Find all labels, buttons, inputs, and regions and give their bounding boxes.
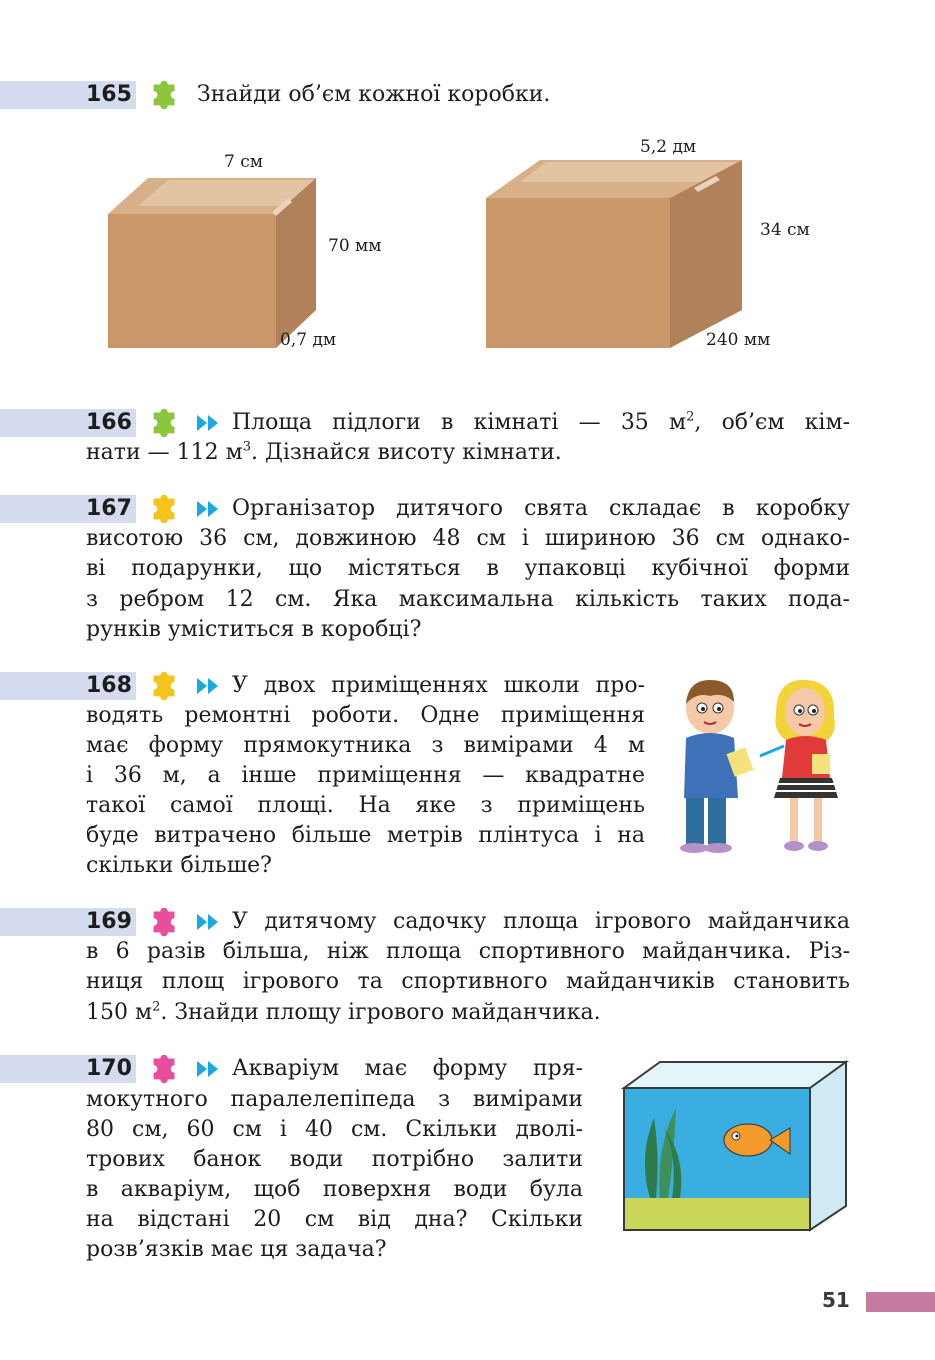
page-number-bar [866, 1292, 935, 1312]
problem-168-line-5: такої самої площі. На яке з приміщень [86, 793, 645, 818]
problem-170-line-2: мокутного паралелепіпеда з вимірами [86, 1087, 583, 1112]
puzzle-piece-icon [146, 489, 184, 527]
puzzle-piece-icon [146, 75, 184, 113]
problem-169-line-4: 150 $м^2$. Знайди площу ігрового майданчика. [86, 999, 601, 1025]
box2-top-label: 5,2 дм [640, 137, 697, 157]
problem-170-line-1: Акваріум має форму пря- [232, 1056, 583, 1081]
box1-right-label: 70 мм [328, 236, 382, 256]
problem-167-line-1: Організатор дитячого свята складає в коробку [232, 496, 850, 521]
problem-170-line-5: в акваріум, щоб поверхня води була [86, 1177, 583, 1202]
aquarium-illustration [620, 1058, 850, 1234]
problem-165-text: Знайди об’єм кожної коробки. [197, 82, 551, 107]
problem-168-line-2: водять ремонтні роботи. Одне приміщення [86, 703, 645, 728]
cardboard-box-small [108, 176, 318, 350]
problem-167-line-3: ві подарунки, що містяться в упаковці кубічної форми [86, 556, 850, 581]
double-arrow-icon [195, 675, 223, 697]
problem-168-line-6: буде витрачено більше метрів плінтуса і на [86, 823, 645, 848]
double-arrow-icon [195, 911, 223, 933]
problem-number-167: 167 [86, 496, 132, 521]
problem-169-line-1: У дитячому садочку площа ігрового майданчика [232, 909, 850, 934]
problem-168-line-1: У двох приміщеннях школи про- [232, 673, 645, 698]
problem-number-166: 166 [86, 410, 132, 435]
problem-168-line-3: має форму прямокутника з вимірами 4 м [86, 733, 645, 758]
children-illustration [672, 674, 848, 856]
problem-number-168: 168 [86, 673, 132, 698]
puzzle-piece-icon [146, 902, 184, 940]
problem-166-line-2: нати — 112 $м^3$. Дізнайся висоту кімнати. [86, 439, 562, 465]
box1-top-label: 7 см [224, 152, 263, 172]
problem-number-170: 170 [86, 1056, 132, 1081]
problem-number-169: 169 [86, 909, 132, 934]
problem-170-line-6: на відстані 20 см від дна? Скільки [86, 1207, 583, 1232]
problem-170-line-4: трових банок води потрібно залити [86, 1147, 583, 1172]
problem-168-line-7: скільки більше? [86, 853, 272, 878]
problem-167-line-5: рунків уміститься в коробці? [86, 617, 422, 642]
double-arrow-icon [195, 498, 223, 520]
page-number: 51 [822, 1288, 850, 1312]
box2-right-label: 34 см [760, 220, 810, 240]
box2-bottom-label: 240 мм [706, 330, 771, 350]
problem-number-165: 165 [86, 82, 132, 107]
problem-169-line-2: в 6 разів більша, ніж площа спортивного майданчика. Різ- [86, 939, 850, 964]
puzzle-piece-icon [146, 1049, 184, 1087]
double-arrow-icon [195, 412, 223, 434]
box1-bottom-label: 0,7 дм [280, 330, 337, 350]
problem-169-line-3: ниця площ ігрового та спортивного майданчиків становить [86, 969, 850, 994]
puzzle-piece-icon [146, 666, 184, 704]
problem-170-line-3: 80 см, 60 см і 40 см. Скільки дволі- [86, 1117, 583, 1142]
problem-167-line-4: з ребром 12 см. Яка максимальна кількість таких пода- [86, 587, 850, 612]
problem-168-line-4: і 36 м, а інше приміщення — квадратне [86, 763, 645, 788]
double-arrow-icon [195, 1058, 223, 1080]
problem-170-line-7: розв’язків має ця задача? [86, 1237, 387, 1262]
puzzle-piece-icon [146, 403, 184, 441]
problem-167-line-2: висотою 36 см, довжиною 48 см і шириною 36 см однако- [86, 526, 850, 551]
cardboard-box-large [486, 158, 746, 350]
problem-166-line-1: Площа підлоги в кімнаті — 35 $м^2$, об’єм кім- [232, 409, 850, 435]
